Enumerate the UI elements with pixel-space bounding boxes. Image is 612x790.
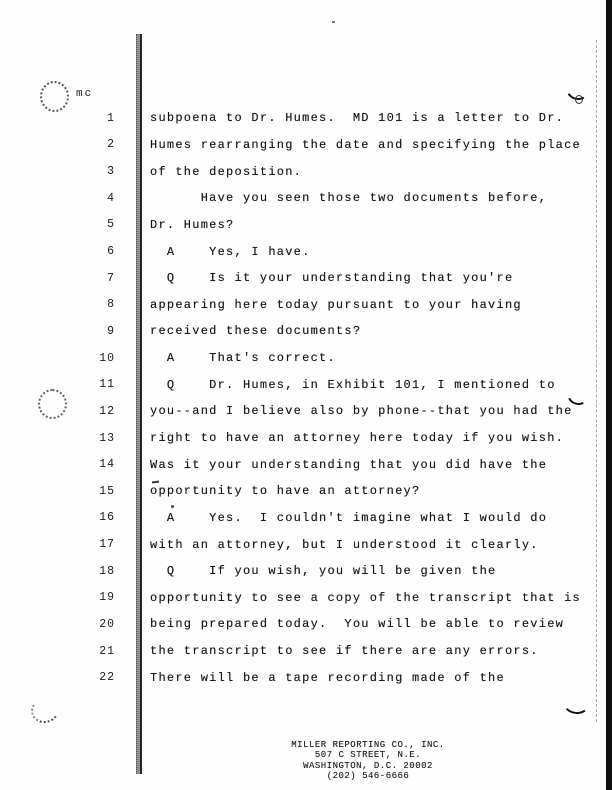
transcript-line [0,611,600,638]
transcript-line [0,585,600,612]
transcript-line [0,318,600,345]
transcript-line [0,531,600,558]
transcript-line-text: right to have an attorney here today if you wish. [150,431,565,445]
line-number: 18 [99,564,115,578]
transcript-line-text: Dr. Humes? [150,217,235,232]
transcript-line [0,291,600,318]
transcript-line [0,558,600,585]
transcript-body [0,105,600,691]
transcript-line [0,638,600,665]
footer-company-name: MILLER REPORTING CO., INC. [291,740,445,750]
transcript-line [0,451,600,478]
transcript-line-text: Q Is it your understanding that you're [150,271,514,286]
line-number: 13 [99,431,115,445]
transcript-line [0,132,600,159]
transcript-line [0,371,600,398]
line-number: 4 [107,191,115,205]
transcript-line [0,105,600,132]
line-number: 9 [107,324,115,338]
transcript-line [0,238,600,265]
transcript-line-text: A Yes, I have. [150,244,311,259]
reporting-company-footer [233,740,503,782]
transcript-line [0,345,600,372]
handwritten-initials: mc [76,88,94,100]
transcript-line-text: received these documents? [150,324,362,339]
line-number: 8 [107,298,115,312]
transcript-line-text: opportunity to have an attorney? [150,484,421,499]
footer-street-address: 507 C STREET, N.E. [314,750,422,761]
transcript-line-text: opportunity to see a copy of the transcript that is [150,590,582,605]
transcript-line [0,265,600,292]
footer-phone-number: (202) 546-6666 [326,771,410,782]
line-number: 19 [99,591,115,605]
line-number: 1 [107,111,115,125]
transcript-line [0,505,600,532]
transcript-line-text: the transcript to see if there are any errors. [150,644,539,659]
line-number: 17 [99,538,115,552]
transcript-line-text: being prepared today. You will be able to review [150,617,565,632]
line-number: 11 [99,378,115,392]
line-number: 6 [107,245,115,259]
line-number: 14 [99,458,115,472]
transcript-line-text: of the deposition. [150,164,303,179]
transcript-line-text: A That's correct. [150,351,336,366]
transcript-line-text: you--and I believe also by phone--that you had the [150,404,573,419]
line-number: 5 [107,218,115,232]
line-number: 21 [99,644,115,658]
line-number: 16 [99,511,115,525]
line-number: 22 [99,671,115,685]
line-number: 2 [107,138,115,152]
transcript-line [0,212,600,239]
line-number: 15 [99,484,115,498]
transcript-line-text: Have you seen those two documents before, [150,191,548,206]
transcript-line [0,664,600,691]
transcript-line-text: There will be a tape recording made of the [150,670,505,685]
transcript-line-text: Humes rearranging the date and specifying the place [150,137,582,152]
line-number: 3 [107,165,115,179]
transcript-line-text: Q If you wish, you will be given the [150,564,497,579]
transcript-line [0,158,600,185]
line-number: 10 [99,351,115,365]
transcript-line [0,398,600,425]
transcript-line-text: with an attorney, but I understood it clearly. [150,537,539,552]
transcript-line [0,185,600,212]
line-number: 12 [99,404,115,418]
footer-city-zip: WASHINGTON, D.C. 20002 [303,760,433,771]
transcript-line-text: appearing here today pursuant to your having [150,297,522,312]
transcript-line-text: subpoena to Dr. Humes. MD 101 is a letter to Dr. [150,111,565,126]
scan-edge-shadow [606,0,612,790]
transcript-line-text: A Yes. I couldn't imagine what I would do [150,510,548,525]
line-number: 20 [99,617,115,631]
punch-hole-arc-bottom-right [562,690,591,716]
transcript-line [0,478,600,505]
line-number: 7 [107,271,115,285]
punch-hole-bottom-left [29,695,62,725]
scan-speck [332,21,335,23]
punch-hole-curl-top-right [575,95,583,104]
transcript-line-text: Q Dr. Humes, in Exhibit 101, I mentioned to [150,377,556,392]
transcript-line-text: Was it your understanding that you did have the [150,457,548,472]
transcript-line [0,425,600,452]
